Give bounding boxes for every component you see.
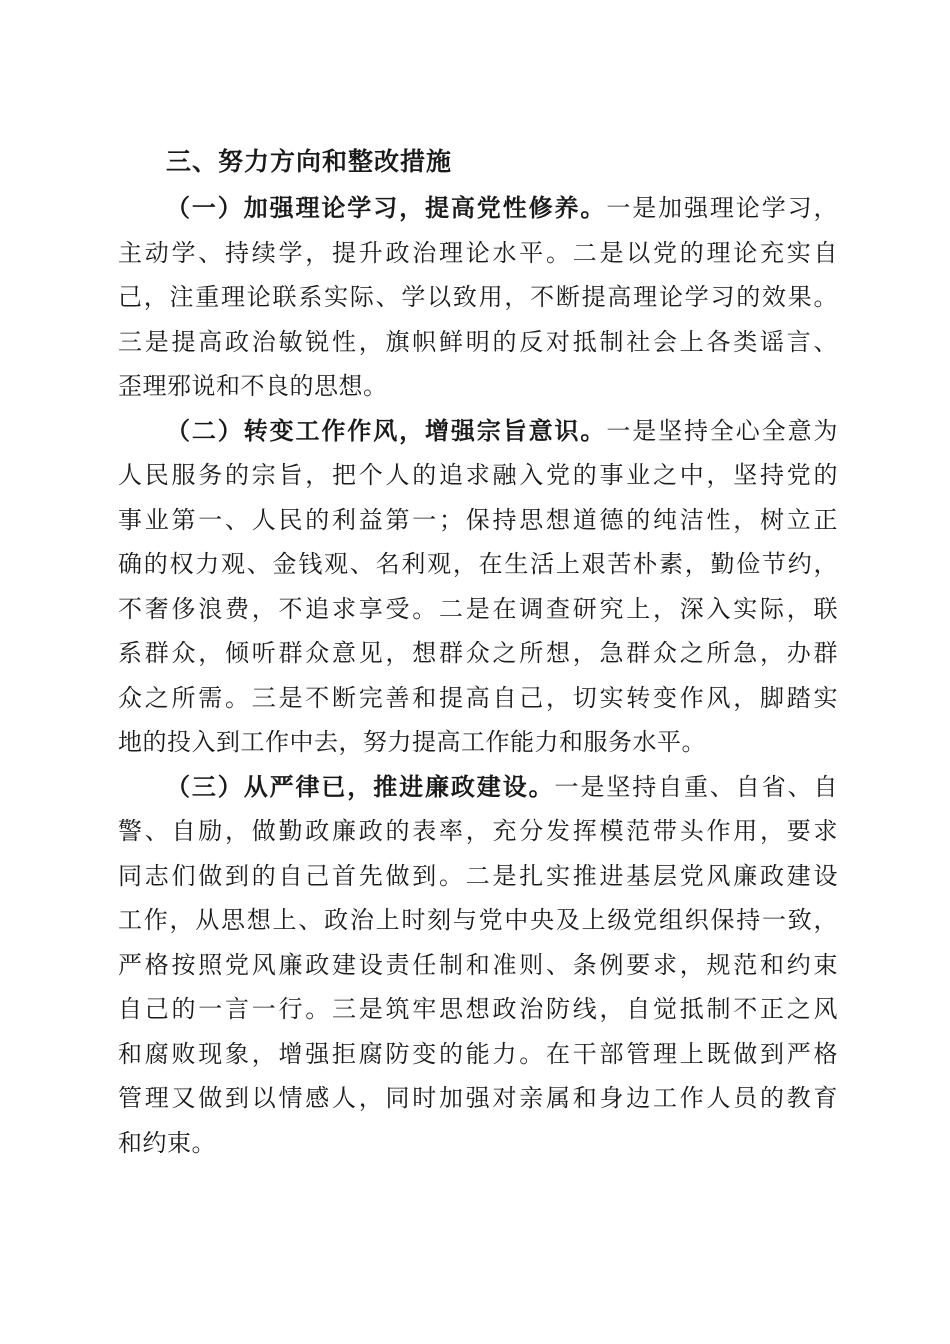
paragraph-text: 一是加强理论学习， — [606, 194, 839, 222]
paragraph-1 — [118, 186, 838, 409]
paragraph-line: 己，注重理论联系实际、学以致用，不断提高理论学习的效果。 — [118, 283, 838, 311]
paragraph-line: 和腐败现象，增强拒腐防变的能力。在干部管理上既做到严格 — [118, 1039, 838, 1068]
paragraph-line: 和约束。 — [118, 1128, 216, 1157]
paragraph-line: 管理又做到以情感人，同时加强对亲属和身边工作人员的教育 — [118, 1084, 838, 1112]
paragraph-line: 三是提高政治敏锐性，旗帜鲜明的反对抵制社会上各类谣言、 — [118, 327, 838, 356]
paragraph-text: 一是坚持自重、自省、自 — [554, 772, 838, 801]
paragraph-line: 人民服务的宗旨，把个人的追求融入党的事业之中，坚持党的 — [118, 461, 838, 489]
paragraph-3 — [118, 765, 838, 1166]
paragraph-lead: （二）转变工作作风，增强宗旨意识。 — [166, 415, 607, 445]
paragraph-line: 地的投入到工作中去，努力提高工作能力和服务水平。 — [118, 728, 706, 756]
paragraph-line: 严格按照党风廉政建设责任制和准则、条例要求，规范和约束 — [118, 950, 838, 979]
paragraph-line: 自己的一言一行。三是筑牢思想政治防线，自觉抵制不正之风 — [118, 995, 838, 1023]
paragraph-text: 一是坚持全心全意为 — [606, 416, 839, 445]
paragraph-lead: （三）从严律已，推进廉政建设。 — [166, 771, 555, 801]
paragraph-line — [118, 765, 838, 810]
paragraph-line: 歪理邪说和不良的思想。 — [118, 372, 388, 400]
paragraph-line: 事业第一、人民的利益第一；保持思想道德的纯洁性，树立正 — [118, 505, 838, 534]
paragraph-lead: （一）加强理论学习，提高党性修养。 — [166, 193, 607, 222]
paragraph-line: 系群众，倾听群众意见，想群众之所想，急群众之所急，办群 — [118, 639, 838, 667]
paragraph-line: 众之所需。三是不断完善和提高自己，切实转变作风，脚踏实 — [118, 683, 838, 712]
paragraph-line: 确的权力观、金钱观、名利观，在生活上艰苦朴素，勤俭节约， — [118, 550, 838, 578]
section-heading: 三、努力方向和整改措施 — [166, 147, 453, 176]
document-body — [118, 138, 838, 1165]
paragraph-line: 不奢侈浪费，不追求享受。二是在调查研究上，深入实际，联 — [118, 594, 838, 623]
paragraph-line — [118, 409, 838, 454]
paragraph-line — [118, 186, 838, 231]
paragraph-2 — [118, 409, 838, 765]
paragraph-line: 主动学、持续学，提升政治理论水平。二是以党的理论充实自 — [118, 238, 838, 267]
paragraph-line: 警、自励，做勤政廉政的表率，充分发挥模范带头作用，要求 — [118, 817, 838, 845]
paragraph-line: 同志们做到的自己首先做到。二是扎实推进基层党风廉政建设 — [118, 861, 838, 890]
paragraph-line: 工作，从思想上、政治上时刻与党中央及上级党组织保持一致， — [118, 906, 838, 934]
